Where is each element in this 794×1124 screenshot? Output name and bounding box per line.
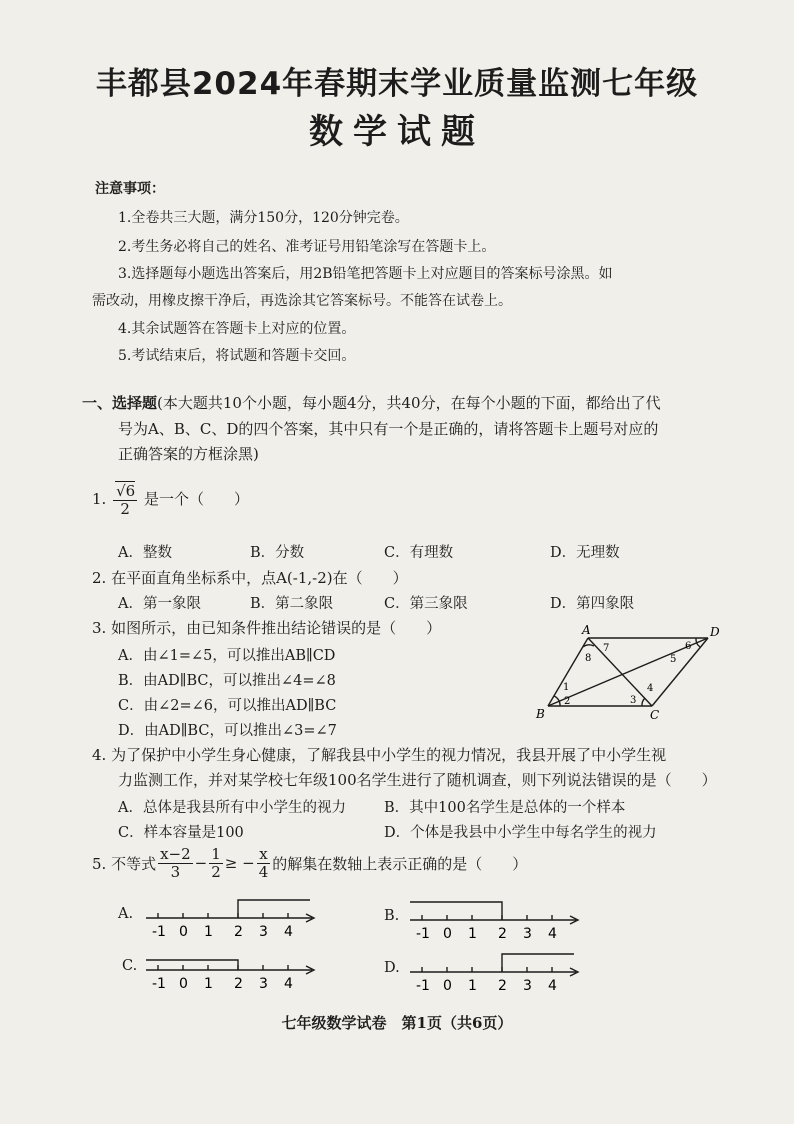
angle-label: 1 <box>563 682 570 693</box>
exam-title: 丰都县2024年春期末学业质量监测七年级 <box>95 66 699 102</box>
option-a: A．整数 <box>118 545 172 561</box>
tick-label: 1 <box>468 978 477 994</box>
question-4-line-1: 4. 为了保护中小学生身心健康，了解我县中小学生的视力情况，我县开展了中小学生视 <box>92 746 667 764</box>
question-1-text: 是一个（ ） <box>143 490 249 508</box>
section-1-text: (本大题共10个小题，每小题4分，共40分，在每个小题的下面，都给出了代 <box>157 394 661 412</box>
tick-label: 3 <box>259 924 268 940</box>
fraction-numerator: 1 <box>211 845 221 863</box>
fraction-1-over-2 <box>209 846 223 880</box>
fraction-numerator: √6 <box>116 482 136 500</box>
segment-ac <box>588 638 652 706</box>
angle-arc <box>642 698 645 706</box>
section-1-text-line: 正确答案的方框涂黑) <box>118 445 259 463</box>
tick-label: -1 <box>152 976 166 992</box>
question-5-prefix: 5. 不等式 <box>92 854 157 873</box>
point-label: A <box>582 623 591 637</box>
note-item: 3.选择题每小题选出答案后，用2B铅笔把答题卡上对应题目的答案标号涂黑。如 <box>118 266 613 282</box>
option-c-label: C. <box>122 958 138 974</box>
angle-label: 7 <box>603 643 610 654</box>
tick-label: 4 <box>284 976 293 992</box>
option-d: D．个体是我县中小学生中每名学生的视力 <box>384 825 657 841</box>
angle-label: 2 <box>564 696 571 707</box>
note-item: 5.考试结束后，将试题和答题卡交回。 <box>118 348 356 364</box>
question-1 <box>92 483 249 517</box>
tick-label: -1 <box>152 924 166 940</box>
option-a: A．总体是我县所有中小学生的视力 <box>118 800 346 816</box>
number-line-d <box>404 948 584 994</box>
tick-label: 3 <box>523 926 532 942</box>
question-2: 2. 在平面直角坐标系中，点A(-1,-2)在（ ） <box>92 569 408 587</box>
section-1-text-line: 号为A、B、C、D的四个答案，其中只有一个是正确的，请将答题卡上题号对应的 <box>118 420 659 438</box>
page-footer: 七年级数学试卷 第1页（共6页） <box>281 1014 513 1032</box>
option-c: C．由∠2=∠6，可以推出AD∥BC <box>118 698 337 714</box>
angle-label: 3 <box>630 695 637 706</box>
question-1-number: 1. <box>92 490 107 508</box>
parallelogram-figure <box>530 618 720 723</box>
note-item: 4.其余试题答在答题卡上对应的位置。 <box>118 321 356 337</box>
question-3: 3. 如图所示，由已知条件推出结论错误的是（ ） <box>92 619 442 637</box>
fraction-denominator: 3 <box>170 862 181 881</box>
solution-bracket <box>502 954 574 972</box>
fraction-numerator: x−2 <box>160 845 191 863</box>
number-line-a <box>140 894 320 940</box>
segment-dc <box>652 638 708 706</box>
tick-label: 2 <box>234 924 243 940</box>
option-c: C．第三象限 <box>384 596 468 612</box>
section-1-label: 一、选择题 <box>82 394 158 412</box>
option-b: B．分数 <box>250 545 305 561</box>
tick-label: -1 <box>416 926 430 942</box>
notes-heading: 注意事项： <box>95 181 165 197</box>
tick-label: 1 <box>204 976 213 992</box>
section-1-intro <box>82 392 661 413</box>
option-b: B．其中100名学生是总体的一个样本 <box>384 800 626 816</box>
option-a: A．第一象限 <box>118 596 201 612</box>
segment-bd <box>548 638 708 706</box>
angle-label: 8 <box>585 653 592 664</box>
exam-subtitle: 数学试题 <box>309 112 485 152</box>
tick-label: 0 <box>443 978 452 994</box>
tick-label: 0 <box>179 976 188 992</box>
solution-bracket <box>146 960 238 970</box>
option-a: A．由∠1=∠5，可以推出AB∥CD <box>118 648 336 664</box>
tick-label: 1 <box>468 926 477 942</box>
fraction-denominator: 2 <box>120 499 130 518</box>
option-c: C．样本容量是100 <box>118 825 244 841</box>
question-5-text: 的解集在数轴上表示正确的是（ ） <box>272 854 528 873</box>
option-a-label: A. <box>118 906 134 922</box>
sqrt6-over-2-fraction <box>113 483 137 517</box>
question-4-line-2: 力监测工作，并对某学校七年级100名学生进行了随机调查，则下列说法错误的是（ ） <box>118 771 717 789</box>
number-line-c <box>140 946 320 992</box>
note-item: 2.考生务必将自己的姓名、准考证号用铅笔涂写在答题卡上。 <box>118 239 496 255</box>
option-b: B．由AD∥BC，可以推出∠4=∠8 <box>118 673 336 689</box>
point-label: B <box>536 707 545 721</box>
minus-sign: − <box>194 854 208 872</box>
note-item: 1.全卷共三大题，满分150分，120分钟完卷。 <box>118 210 409 226</box>
fraction-x-over-4 <box>257 846 271 880</box>
solution-bracket <box>238 900 310 918</box>
point-label: C <box>650 708 660 722</box>
fraction-numerator: x <box>259 845 268 863</box>
tick-label: 0 <box>179 924 188 940</box>
angle-label: 6 <box>685 641 692 652</box>
solution-bracket <box>410 902 502 920</box>
tick-label: 2 <box>498 978 507 994</box>
tick-label: 2 <box>498 926 507 942</box>
angle-label: 4 <box>647 683 654 694</box>
fraction-denominator: 4 <box>258 862 269 881</box>
angle-label: 5 <box>670 654 677 665</box>
tick-label: 3 <box>259 976 268 992</box>
option-d: D．第四象限 <box>550 596 635 612</box>
option-d: D．无理数 <box>550 545 620 561</box>
option-b: B．第二象限 <box>250 596 334 612</box>
tick-label: 4 <box>548 926 557 942</box>
tick-label: 4 <box>284 924 293 940</box>
tick-label: 3 <box>523 978 532 994</box>
angle-arc <box>554 696 560 706</box>
question-5 <box>92 846 527 880</box>
option-d-label: D. <box>384 960 400 976</box>
tick-label: 1 <box>204 924 213 940</box>
tick-label: 4 <box>548 978 557 994</box>
geq-sign: ≥ − <box>224 854 255 872</box>
fraction-x-minus-2-over-3 <box>158 846 193 880</box>
option-c: C．有理数 <box>384 545 454 561</box>
angle-arc <box>583 645 594 647</box>
tick-label: 0 <box>443 926 452 942</box>
tick-label: 2 <box>234 976 243 992</box>
note-item: 需改动，用橡皮擦干净后，再选涂其它答案标号。不能答在试卷上。 <box>92 293 512 309</box>
fraction-denominator: 2 <box>211 862 221 881</box>
point-label: D <box>710 625 720 639</box>
tick-label: -1 <box>416 978 430 994</box>
option-d: D．由AD∥BC，可以推出∠3=∠7 <box>118 723 337 739</box>
option-b-label: B. <box>384 908 400 924</box>
number-line-b <box>404 896 584 942</box>
